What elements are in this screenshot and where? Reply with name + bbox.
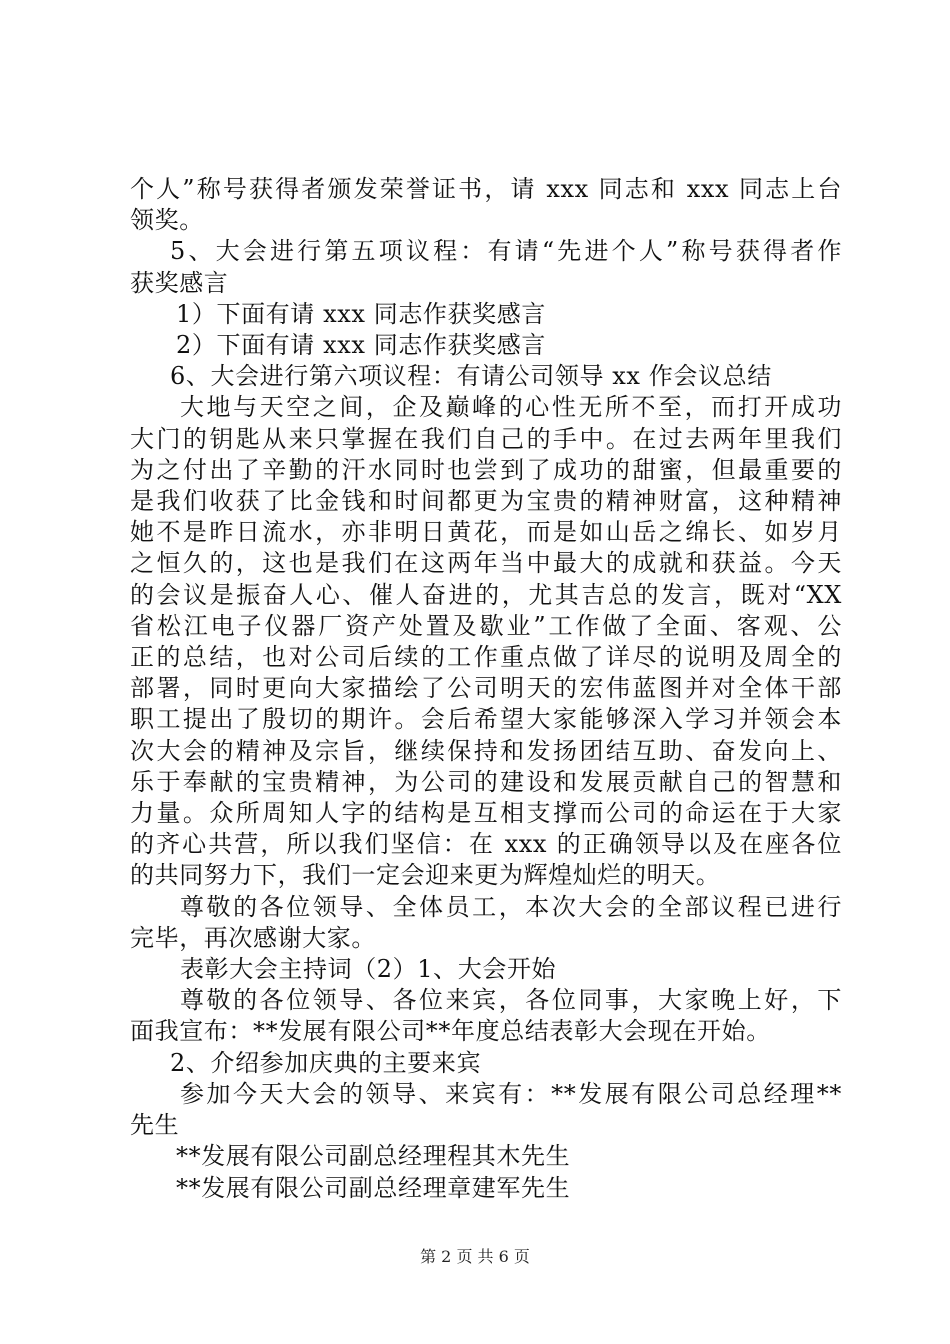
text-line: 2）下面有请 xxx 同志作获奖感言 [176,331,546,360]
text-line: 为之付出了辛勤的汗水同时也尝到了成功的甜蜜，但最重要的 [130,455,842,484]
text-line: 参加今天大会的领导、来宾有：**发展有限公司总经理** [180,1079,842,1108]
text-line: 先生 [130,1111,180,1140]
text-line: 正的总结，也对公司后续的工作重点做了详尽的说明及周全的 [130,643,842,672]
text-line: 尊敬的各位领导、各位来宾，各位同事，大家晚上好，下 [180,986,842,1015]
text-line: 2、介绍参加庆典的主要来宾 [170,1048,482,1077]
text-line: 面我宣布：**发展有限公司**年度总结表彰大会现在开始。 [130,1017,771,1046]
text-line: 次大会的精神及宗旨，继续保持和发扬团结互助、奋发向上、 [130,736,842,765]
text-line: 是我们收获了比金钱和时间都更为宝贵的精神财富，这种精神 [130,487,842,516]
text-line: 大地与天空之间，企及巅峰的心性无所不至，而打开成功 [180,393,842,422]
text-line: 完毕，再次感谢大家。 [130,923,376,952]
text-line: 的共同努力下，我们一定会迎来更为辉煌灿烂的明天。 [130,861,721,890]
text-line: 省松江电子仪器厂资产处置及歇业”工作做了全面、客观、公 [130,611,842,640]
text-line: 的会议是振奋人心、催人奋进的，尤其吉总的发言，既对“XX [130,580,842,609]
text-line: 5、大会进行第五项议程：有请“先进个人”称号获得者作 [170,237,842,266]
text-line: 获奖感言 [130,268,229,297]
text-line: 她不是昨日流水，亦非明日黄花，而是如山岳之绵长、如岁月 [130,518,842,547]
page-number: 第 2 页 共 6 页 [420,1247,530,1266]
text-line: 乐于奉献的宝贵精神，为公司的建设和发展贡献自己的智慧和 [130,767,842,796]
document-body [130,174,842,1204]
text-line: 职工提出了殷切的期许。会后希望大家能够深入学习并领会本 [130,705,842,734]
text-line: 力量。众所周知人字的结构是互相支撑而公司的命运在于大家 [130,799,842,828]
text-line: **发展有限公司副总经理程其木先生 [176,1142,571,1171]
text-line: 领奖。 [130,206,204,235]
text-line: 6、大会进行第六项议程：有请公司领导 xx 作会议总结 [170,362,772,391]
text-line: 的齐心共营，所以我们坚信：在 xxx 的正确领导以及在座各位 [130,830,842,859]
text-line: 个人”称号获得者颁发荣誉证书，请 xxx 同志和 xxx 同志上台 [130,175,842,203]
text-line: 1）下面有请 xxx 同志作获奖感言 [176,299,546,328]
text-line: 尊敬的各位领导、全体员工，本次大会的全部议程已进行 [180,892,842,921]
text-line: 之恒久的，这也是我们在这两年当中最大的成就和获益。今天 [130,549,842,578]
text-line: 大门的钥匙从来只掌握在我们自己的手中。在过去两年里我们 [130,424,842,453]
text-line: 表彰大会主持词（2）1、大会开始 [180,955,557,984]
text-line: **发展有限公司副总经理章建军先生 [176,1173,571,1202]
text-line: 部署，同时更向大家描绘了公司明天的宏伟蓝图并对全体干部 [130,674,842,703]
